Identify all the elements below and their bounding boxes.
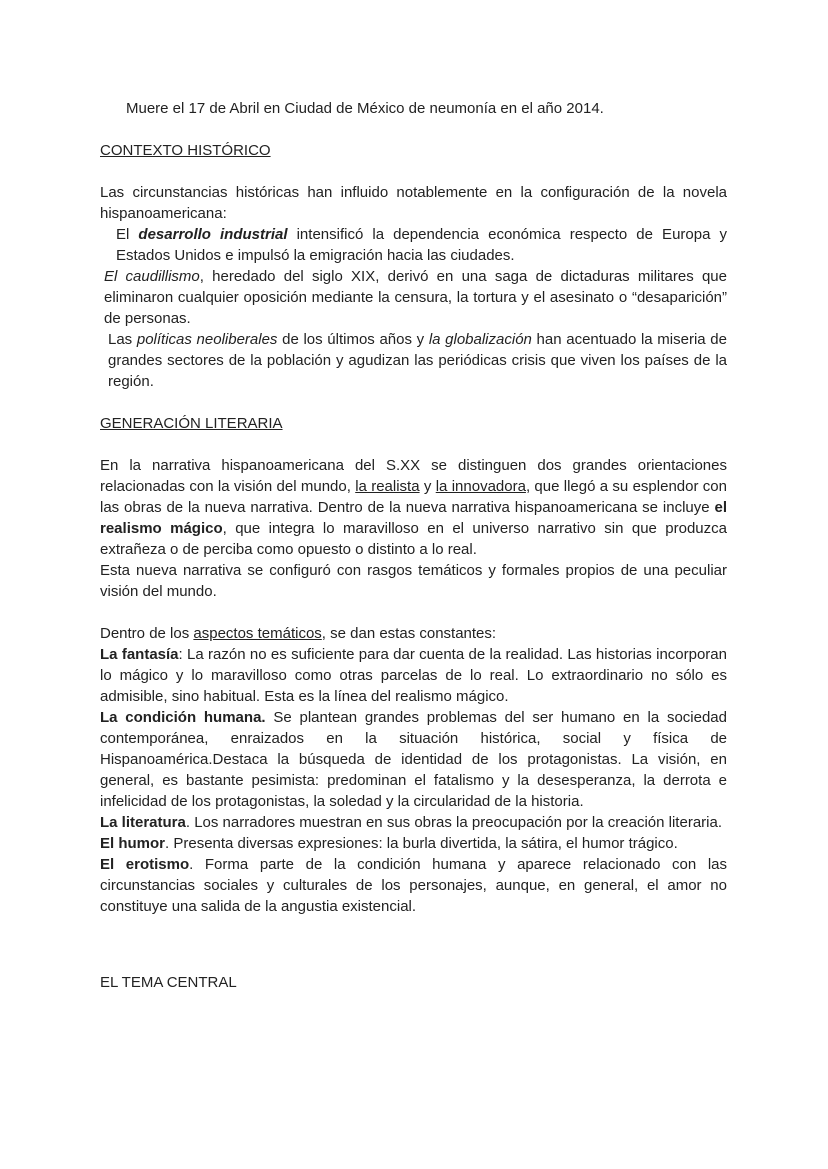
bold-realismo-magico: el realismo mágico: [100, 499, 727, 537]
spacer: [100, 119, 727, 140]
spacer: [100, 959, 727, 972]
spacer: [100, 392, 727, 413]
heading-generacion-literaria: GENERACIÓN LITERARIA: [100, 415, 283, 432]
aspecto-erotismo: [100, 854, 727, 917]
spacer: [100, 602, 727, 623]
term-humor: El humor: [100, 835, 166, 852]
contexto-paragraph-3: [100, 266, 727, 329]
term-literatura: La literatura: [100, 814, 186, 831]
generacion-paragraph-1: [100, 455, 727, 560]
aspectos-intro: [100, 623, 727, 644]
aspecto-literatura: [100, 812, 727, 833]
term-fantasia: La fantasía: [100, 646, 179, 663]
text-run: , heredado del siglo XIX, derivó en una saga de dictaduras militares que eliminaron cualquier oposición mediante la censura, la tortura y el asesinato o “desaparición” de personas.: [104, 268, 727, 327]
contexto-paragraph-1: Las circunstancias históricas han influido notablemente en la configuración de la novela hispanoamericana:: [100, 184, 727, 222]
contexto-paragraph-4: [100, 329, 727, 392]
text-run: , se dan estas constantes:: [321, 625, 497, 642]
text-run: : La razón no es suficiente para dar cuenta de la realidad. Las historias incorporan lo mágico y lo maravilloso como otras parcelas de lo real. Lo extraordinario no sólo es admisible, sino habitual. Esta es la línea del realismo mágico.: [100, 646, 727, 705]
aspecto-condicion-humana: [100, 707, 727, 812]
text-run: , que llegó a su esplendor con las obras de la nueva narrativa. Dentro de la nueva narrativa hispanoamericana se incluye: [100, 478, 727, 516]
underline-aspectos-tematicos: aspectos temáticos: [193, 625, 322, 642]
emphasis-desarrollo-industrial: desarrollo industrial: [138, 226, 288, 243]
spacer: [100, 917, 727, 959]
death-line: Muere el 17 de Abril en Ciudad de México de neumonía en el año 2014.: [126, 100, 604, 117]
spacer: [100, 161, 727, 182]
document-page: [100, 98, 727, 993]
aspecto-fantasia: [100, 644, 727, 707]
heading-tema-central: EL TEMA CENTRAL: [100, 974, 237, 991]
text-run: han acentuado la miseria de grandes sectores de la población y agudizan las periódicas crisis que viven los países de la región.: [108, 331, 727, 390]
text-run: . Presenta diversas expresiones: la burla divertida, la sátira, el humor trágico.: [165, 835, 678, 852]
generacion-paragraph-2: Esta nueva narrativa se configuró con rasgos temáticos y formales propios de una peculiar visión del mundo.: [100, 562, 727, 600]
text-run: y: [419, 478, 436, 495]
text-run: de los últimos años y: [277, 331, 429, 348]
text-run: intensificó la dependencia económica respecto de Europa y Estados Unidos e impulsó la emigración hacia las ciudades.: [116, 226, 727, 264]
text-run: , que integra lo maravilloso en el universo narrativo sin que produzca extrañeza o de perciba como opuesto o distinto a lo real.: [100, 520, 727, 558]
underline-la-realista: la realista: [355, 478, 420, 495]
emphasis-politicas-neoliberales: políticas neoliberales: [136, 331, 278, 348]
text-run: El: [116, 226, 139, 243]
text-run: Las: [108, 331, 137, 348]
term-condicion-humana: La condición humana.: [100, 709, 266, 726]
heading-contexto-historico: CONTEXTO HISTÓRICO: [100, 142, 271, 159]
contexto-paragraph-2: [100, 224, 727, 266]
emphasis-globalizacion: la globalización: [428, 331, 532, 348]
text-run: Dentro de los: [100, 625, 194, 642]
underline-la-innovadora: la innovadora: [435, 478, 526, 495]
spacer: [100, 434, 727, 455]
text-run: . Forma parte de la condición humana y aparece relacionado con las circunstancias sociales y culturales de los personajes, aunque, en general, el amor no constituye una salida de la angustia existencial.: [100, 856, 727, 915]
term-erotismo: El erotismo: [100, 856, 190, 873]
text-run: En la narrativa hispanoamericana del S.XX se distinguen dos grandes orientaciones relacionadas con la visión del mundo,: [100, 457, 727, 495]
text-run: Se plantean grandes problemas del ser humano en la sociedad contemporánea, enraizados en la situación histórica, social y física de Hispanoamérica.Destaca la búsqueda de identidad de los protagonistas. La visión, en general, es bastante pesimista: predominan el fatalismo y la desesperanza, la derrota e infelicidad de los protagonistas, la soledad y la circularidad de la historia.: [100, 709, 727, 810]
text-run: . Los narradores muestran en sus obras la preocupación por la creación literaria.: [185, 814, 722, 831]
aspecto-humor: [100, 833, 727, 854]
emphasis-caudillismo: El caudillismo: [104, 268, 200, 285]
